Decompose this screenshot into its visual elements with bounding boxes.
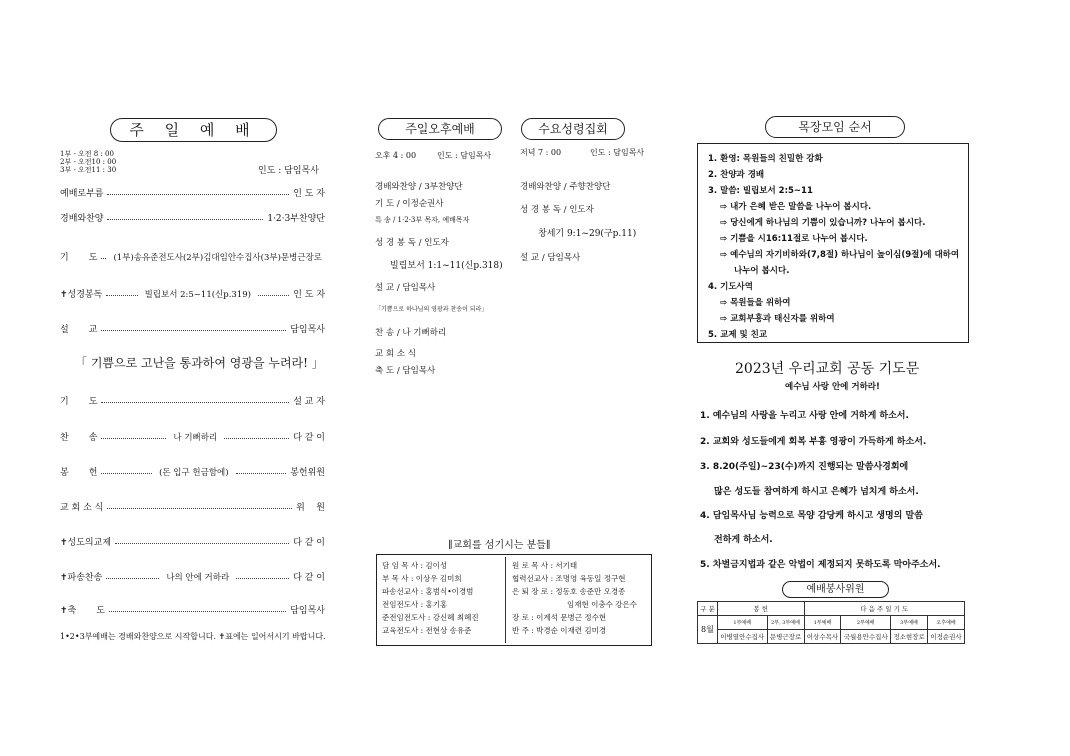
duty-subhead: 1부예배 (804, 616, 841, 630)
prayer-item: 많은 성도들 참여하게 하시고 은혜가 넘치게 하소서. (714, 487, 919, 497)
afternoon-time: 오후 4 : 00 (375, 151, 417, 160)
service-row-person: 다 같 이 (293, 573, 325, 583)
service-row-person: 담임목사 (290, 325, 325, 335)
service-row-label: 경배와찬양 (60, 214, 104, 224)
mokjang-item: 나누어 봅시다. (734, 266, 790, 276)
mokjang-item: 4. 기도사역 (708, 282, 753, 292)
service-row-label: 설 교 (60, 325, 98, 335)
mokjang-title: 목장모임 순서 (765, 116, 905, 138)
service-row (60, 287, 325, 300)
service-row-person: 봉헌위원 (290, 468, 325, 478)
mokjang-item: 3. 말씀: 빌립보서 2:5~11 (708, 186, 813, 196)
prayer-item: 전하게 하소서. (714, 535, 773, 545)
member-line: 은 퇴 장 로 : 정동호 송준만 오경종 (512, 587, 626, 596)
service-row (60, 211, 325, 224)
members-box (376, 554, 652, 646)
service-row-detail: (돈 입구 헌금함에) (159, 467, 229, 478)
service-row-detail: (1부)송유준전도사(2부)김대임안수집사(3부)문병근장로 (113, 252, 322, 263)
afternoon-line: 「기쁨으로 하나님의 영광과 찬송이 되라」 (375, 306, 488, 313)
duty-table (697, 601, 965, 644)
duty-subhead: 3부예배 (891, 616, 928, 630)
service-row-label: 찬 송 (60, 433, 98, 443)
service-row-person: 1·2·3부찬양단 (267, 214, 325, 224)
service-row-person: 인 도 자 (293, 290, 326, 300)
afternoon-line: 축 도 / 담임목사 (375, 366, 436, 376)
duty-subhead: 2부, 3부예배 (767, 616, 804, 630)
mokjang-item: 2. 찬양과 경배 (708, 170, 765, 180)
sermon-title: 「 기쁨으로 고난을 통과하여 영광을 누려라! 」 (75, 356, 324, 370)
mokjang-box (697, 143, 969, 343)
afternoon-line: 설 교 / 담임목사 (375, 283, 436, 293)
service-row-label: ✝성경봉독 (60, 290, 103, 300)
wednesday-line: 창세기 9:1~29(구p.11) (538, 229, 637, 239)
duty-name: 국월용안수집사 (841, 630, 891, 644)
service-row-person: 설 교 자 (293, 397, 325, 407)
duty-month: 8월 (698, 616, 718, 644)
service-row (60, 430, 325, 443)
afternoon-line: 찬 송 / 나 기뻐하리 (375, 328, 447, 338)
afternoon-line: 교 회 소 식 (375, 349, 416, 359)
service-row (60, 394, 325, 407)
members-title: ∥교회를 섬기시는 분들∥ (448, 540, 551, 551)
service-row-label: 기 도 (60, 253, 98, 263)
prayer-title: 2023년 우리교회 공동 기도문 (735, 361, 920, 377)
mokjang-item: ⇨ 예수님의 자기비하와(7,8절) 하나님이 높이심(9절)에 대하여 (720, 250, 960, 260)
sunday-title: 주 일 예 배 (110, 118, 277, 142)
service-row-label: 봉 헌 (60, 468, 98, 478)
service-row-person: 다 같 이 (293, 538, 325, 548)
service-row (60, 322, 325, 335)
afternoon-line: 빌립보서 1:1~11(신p.318) (390, 261, 503, 271)
duty-name: 이상수목사 (804, 630, 841, 644)
member-line: 협력선교사 : 조명영 육동일 정구현 (512, 574, 626, 583)
member-line: 원 로 목 사 : 서기태 (512, 561, 578, 570)
service-row-detail: 나의 안에 거하라 (166, 572, 230, 583)
member-line: 반 주 : 박경순 이재련 김미경 (512, 626, 607, 635)
service-row-label: ✝성도의교제 (60, 538, 112, 548)
duty-subhead: 오후예배 (928, 616, 965, 630)
mokjang-item: ⇨ 기쁨을 시16:11절로 나누어 봅시다. (720, 234, 868, 244)
mokjang-item: ⇨ 교회부흥과 태신자를 위하여 (720, 314, 835, 324)
sunday-times: 1부 - 오전 8 : 00 2부 - 오전10 : 00 3부 - 오전11 : 30 (60, 150, 117, 174)
afternoon-leader: 인도 : 담임목사 (437, 151, 492, 160)
duty-title: 예배봉사위원 (782, 581, 889, 598)
service-row (60, 535, 325, 548)
duty-header: 봉 헌 (717, 602, 804, 616)
mokjang-item: 5. 교제 및 친교 (708, 330, 768, 340)
service-row-label: 예배로부름 (60, 189, 104, 199)
service-row-label: ✝축 도 (60, 606, 105, 616)
member-line: 준전임전도사 : 강신혜 최혜진 (382, 613, 479, 622)
afternoon-line: 기 도 / 이정순권사 (375, 199, 444, 209)
service-row (60, 465, 325, 478)
duty-name: 문병근장로 (767, 630, 804, 644)
duty-subhead: 1부예배 (717, 616, 767, 630)
afternoon-line: 특 송 / 1·2·3부 목자, 예배목자 (375, 216, 470, 224)
mokjang-item: 1. 환영: 목원들의 친밀한 강화 (708, 154, 823, 164)
member-line: 장 로 : 이계석 문병근 정수현 (512, 613, 607, 622)
duty-header: 다 음 주 일 기 도 (804, 602, 965, 616)
afternoon-line: 성 경 봉 독 / 인도자 (375, 238, 449, 248)
prayer-item: 4. 담임목사님 능력으로 목양 감당케 하시고 생명의 말씀 (700, 511, 923, 521)
mokjang-item: ⇨ 목원들을 위하여 (720, 298, 791, 308)
service-row-person: 인 도 자 (293, 189, 325, 199)
member-line: 전임전도사 : 홍기홍 (382, 600, 448, 609)
wednesday-line: 설 교 / 담임목사 (520, 253, 581, 263)
service-row-detail: 빌립보서 2:5~11(신p.319) (144, 289, 251, 300)
service-row-label: 교 회 소 식 (60, 503, 104, 513)
prayer-item: 5. 차별금지법과 같은 악법이 제정되지 못하도록 막아주소서. (700, 560, 941, 570)
prayer-item: 3. 8.20(주일)~23(수)까지 진행되는 말씀사경회에 (700, 462, 909, 472)
service-row-label: 기 도 (60, 397, 98, 407)
duty-subhead: 2부예배 (841, 616, 891, 630)
member-line: 파송선교사 : 홍범식•이경범 (382, 587, 474, 596)
service-row-detail: 나 기뻐하리 (173, 432, 218, 443)
wednesday-line: 성 경 봉 독 / 인도자 (520, 205, 594, 215)
mokjang-item: ⇨ 내가 은혜 받은 말씀을 나누어 봅시다. (720, 202, 872, 212)
service-row-person: 위 원 (296, 503, 325, 513)
wednesday-leader: 인도 : 담임목사 (590, 148, 645, 157)
service-row-person: 담임목사 (290, 606, 325, 616)
wednesday-line: 경배와찬양 / 주향찬양단 (520, 182, 611, 192)
service-row (60, 186, 325, 199)
service-row (60, 250, 325, 263)
wednesday-time: 저녁 7 : 00 (520, 148, 562, 157)
service-row (60, 603, 325, 616)
member-line: 교육전도사 : 전현상 송유준 (382, 626, 472, 635)
member-line: 임재현 이충수 강은수 (567, 600, 637, 609)
mokjang-item: ⇨ 당신에게 하나님의 기쁨이 있습니까? 나누어 봅시다. (720, 218, 926, 228)
member-line: 부 목 사 : 이상우 김미희 (382, 574, 462, 583)
prayer-subtitle: 예수님 사랑 안에 거하라! (785, 382, 880, 392)
service-row (60, 500, 325, 513)
afternoon-line: 경배와찬양 / 3부찬양단 (375, 182, 463, 192)
sunday-leader: 인도 : 담임목사 (258, 166, 319, 176)
duty-header: 구 분 (698, 602, 718, 616)
afternoon-title: 주일오후예배 (378, 118, 502, 140)
sunday-footnote: 1•2•3부예배는 경배와찬양으로 시작합니다. ✝표에는 일어서시기 바랍니다. (60, 632, 326, 641)
wednesday-title: 수요성령집회 (521, 118, 625, 140)
service-row-person: 다 같 이 (293, 433, 325, 443)
duty-name: 이정순권사 (928, 630, 965, 644)
prayer-item: 1. 예수님의 사랑을 누리고 사랑 안에 거하게 하소서. (700, 411, 909, 421)
duty-name: 정소현장로 (891, 630, 928, 644)
duty-name: 이병열안수집사 (717, 630, 767, 644)
service-row (60, 570, 325, 583)
member-line: 담 임 목 사 : 김이성 (382, 561, 448, 570)
service-row-label: ✝파송찬송 (60, 573, 103, 583)
prayer-item: 2. 교회와 성도들에게 회복 부흥 영광이 가득하게 하소서. (700, 437, 927, 447)
